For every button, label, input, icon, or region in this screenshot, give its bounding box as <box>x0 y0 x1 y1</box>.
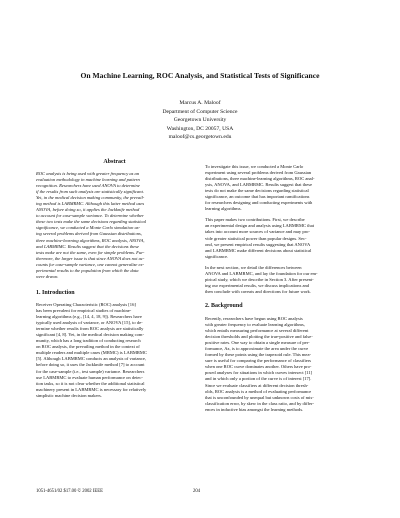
abstract-heading: Abstract <box>103 159 126 165</box>
text-line: Recently, researchers have begun using ROC analysis <box>205 316 303 321</box>
text-line: and LABMRMC. Results suggest that the decisions these <box>36 243 140 249</box>
text-line: decision thresholds and plotting the true-positive and false- <box>205 334 313 340</box>
text-line: for researchers designing and conducting experiments with <box>205 200 313 206</box>
author-name: Marcus A. Maloof <box>179 100 221 106</box>
text-line: Receiver Operating Characteristic (ROC) analysis [16] <box>36 302 136 307</box>
text-line: Since we evaluate classifiers at different decision thresh- <box>205 382 309 388</box>
text-line: these two tests make the same decisions regarding statistical <box>36 219 147 225</box>
text-line: tests do not make the same decisions regarding statistical <box>205 188 309 194</box>
text-line: formance, Az, is to approximate the area under the curve <box>205 346 309 352</box>
text-line: formed by these points using the trapezoid rule. This mea- <box>205 352 311 358</box>
paragraph-contributions <box>205 217 362 259</box>
text-line: and in which only a portion of the curve is of interest [17]. <box>205 376 312 382</box>
text-line: munity, which has a long tradition of conducting research <box>36 338 141 344</box>
background-body <box>205 316 362 413</box>
text-line: multiple readers and multiple cases (MRMC) is LABMRMC <box>36 350 148 356</box>
text-line: if the results from such analysis are statistically significant. <box>36 189 144 195</box>
text-line: simplistic machine decision makers. <box>36 392 102 398</box>
text-line: vide greater statistical power than popular designs. Sec- <box>205 235 307 241</box>
text-line: learning algorithms (e.g., [14, 4, 18, 9]). Researchers have <box>36 314 142 320</box>
text-line: distributions, three machine-learning algorithms, ROC anal- <box>205 176 315 182</box>
text-line: typically used analysis of variance, or ANOVA [15], to de- <box>36 320 143 326</box>
text-line: This paper makes two contributions. First, we describe <box>205 217 305 223</box>
text-line: for the case-sample (i.e., test sample) variance. Researchers <box>36 368 145 374</box>
author-university: Georgetown University <box>173 117 227 124</box>
text-line: perimental results to the population from which the data <box>36 267 139 273</box>
paper-title: On Machine Learning, ROC Analysis, and Statistical Tests of Significance <box>80 71 320 80</box>
text-line: posed analyses for situations in which curves intersect [11] <box>205 370 313 376</box>
text-line: with greater frequency to evaluate learning algorithms, <box>205 322 305 328</box>
text-line: significant [4, 8]. Yet, in the medical decision making com- <box>36 332 144 338</box>
text-line: termine whether results from ROC analysis are statistically <box>36 326 144 332</box>
text-line: takes into account more sources of variance and may pro- <box>205 229 310 235</box>
text-line: Yet, in the medical decision making community, the prevail- <box>36 195 145 201</box>
text-line: ing method is LABMRMC. Although this latter method uses <box>36 201 145 207</box>
text-line: ysis, ANOVA, and LABMRMC. Results suggest that these <box>205 182 313 188</box>
text-line: classification error, by skew in the class ratio, and by differ- <box>205 400 314 406</box>
copyright-footer: 1051-4651/02 $17.00 © 2002 IEEE <box>36 489 103 494</box>
text-line: pirical study, which we describe in Section 3. After present- <box>205 276 314 282</box>
text-line: counts for case-sample variance, one cannot generalize ex- <box>36 261 145 267</box>
abstract-body <box>36 171 193 280</box>
text-line: positive rates. One way to obtain a single measure of per- <box>205 340 310 346</box>
text-line: significance, we conducted a Monte Carlo simulation us- <box>36 225 141 231</box>
text-line: then conclude with caveats and directions for future work. <box>205 288 311 294</box>
text-line: when one ROC curve dominates another. Others have pro- <box>205 364 312 370</box>
author-address: Washington, DC 20057, USA <box>166 125 234 132</box>
text-line: three machine-learning algorithms, ROC analysis, ANOVA, <box>36 237 145 243</box>
text-line: ROC analysis is being used with greater frequency as an <box>36 171 140 176</box>
text-line: significance. <box>205 253 229 259</box>
text-line: experiment using several problems derived from Gaussian <box>205 170 312 176</box>
text-line: has been prevalent for empirical studies of machine- <box>36 308 132 314</box>
author-block <box>90 99 310 142</box>
background-heading: 2. Background <box>205 303 243 309</box>
text-line: ond, we present empirical results suggesting that ANOVA <box>205 241 311 247</box>
text-line: use LABMRMC to evaluate human performance on detec- <box>36 374 143 380</box>
text-line: To investigate this issue, we conducted a Monte Carlo <box>205 164 304 169</box>
text-line: tests make are not the same, even for simple problems. Fur- <box>36 249 145 255</box>
right-column-paragraphs <box>205 164 362 300</box>
text-line: sure is useful for comparing the performance of classifiers <box>205 358 312 364</box>
text-line: significance, an outcome that has important ramifications <box>205 194 310 200</box>
text-line: and LABMRMC make different decisions about statistical <box>205 247 312 253</box>
author-email: maloof@cs.georgetown.edu <box>168 134 232 141</box>
text-line: tion tasks, so it is not clear whether the additional statistical <box>36 380 145 386</box>
text-line: thermore, the larger issue is that since ANOVA does not ac- <box>36 255 145 261</box>
text-line: [5]. Although LABMRMC conducts an analysis of variance, <box>36 356 146 362</box>
text-line: learning algorithms. <box>205 206 242 212</box>
text-line: ing several problems derived from Gaussian distributions, <box>36 231 142 237</box>
text-line: an experimental design and analysis using LABMRMC that <box>205 223 314 229</box>
page-number: 204 <box>193 489 201 494</box>
text-line: machinery present in LABMRMC is necessary for relatively <box>36 386 147 392</box>
text-line: that is unconfounded by unequal but unknown costs of mis- <box>205 394 314 400</box>
text-line: evaluation methodology in machine learning and pattern <box>36 177 140 183</box>
text-line: were drawn. <box>36 273 59 279</box>
text-line: recognition. Researchers have used ANOVA to determine <box>36 183 140 189</box>
author-department: Department of Computer Science <box>162 108 238 115</box>
text-line: ANOVA and LABMRMC, and lay the foundation for our em- <box>205 270 318 276</box>
text-line: before doing so, it uses the Jackknife method [7] to account <box>36 362 145 368</box>
text-line: to account for case-sample variance. To determine whether <box>36 213 144 219</box>
text-line: on ROC analysis, the prevailing method in the context of <box>36 344 140 350</box>
paragraph-outline <box>205 265 362 295</box>
paragraph-motivation <box>205 164 362 212</box>
text-line: ences in inductive bias amongst the learning methods. <box>205 406 304 412</box>
introduction-heading: 1. Introduction <box>36 290 75 296</box>
introduction-body <box>36 302 193 399</box>
text-line: In the next section, we detail the differences between <box>205 264 302 270</box>
text-line: ing our experimental results, we discuss implications and <box>205 282 310 288</box>
text-line: ANOVA, before doing so, it applies the Jackknife method <box>36 207 140 213</box>
text-line: olds, ROC analysis is a method of evaluating performance <box>205 388 312 394</box>
text-line: which entails measuring performance at several different <box>205 328 309 334</box>
